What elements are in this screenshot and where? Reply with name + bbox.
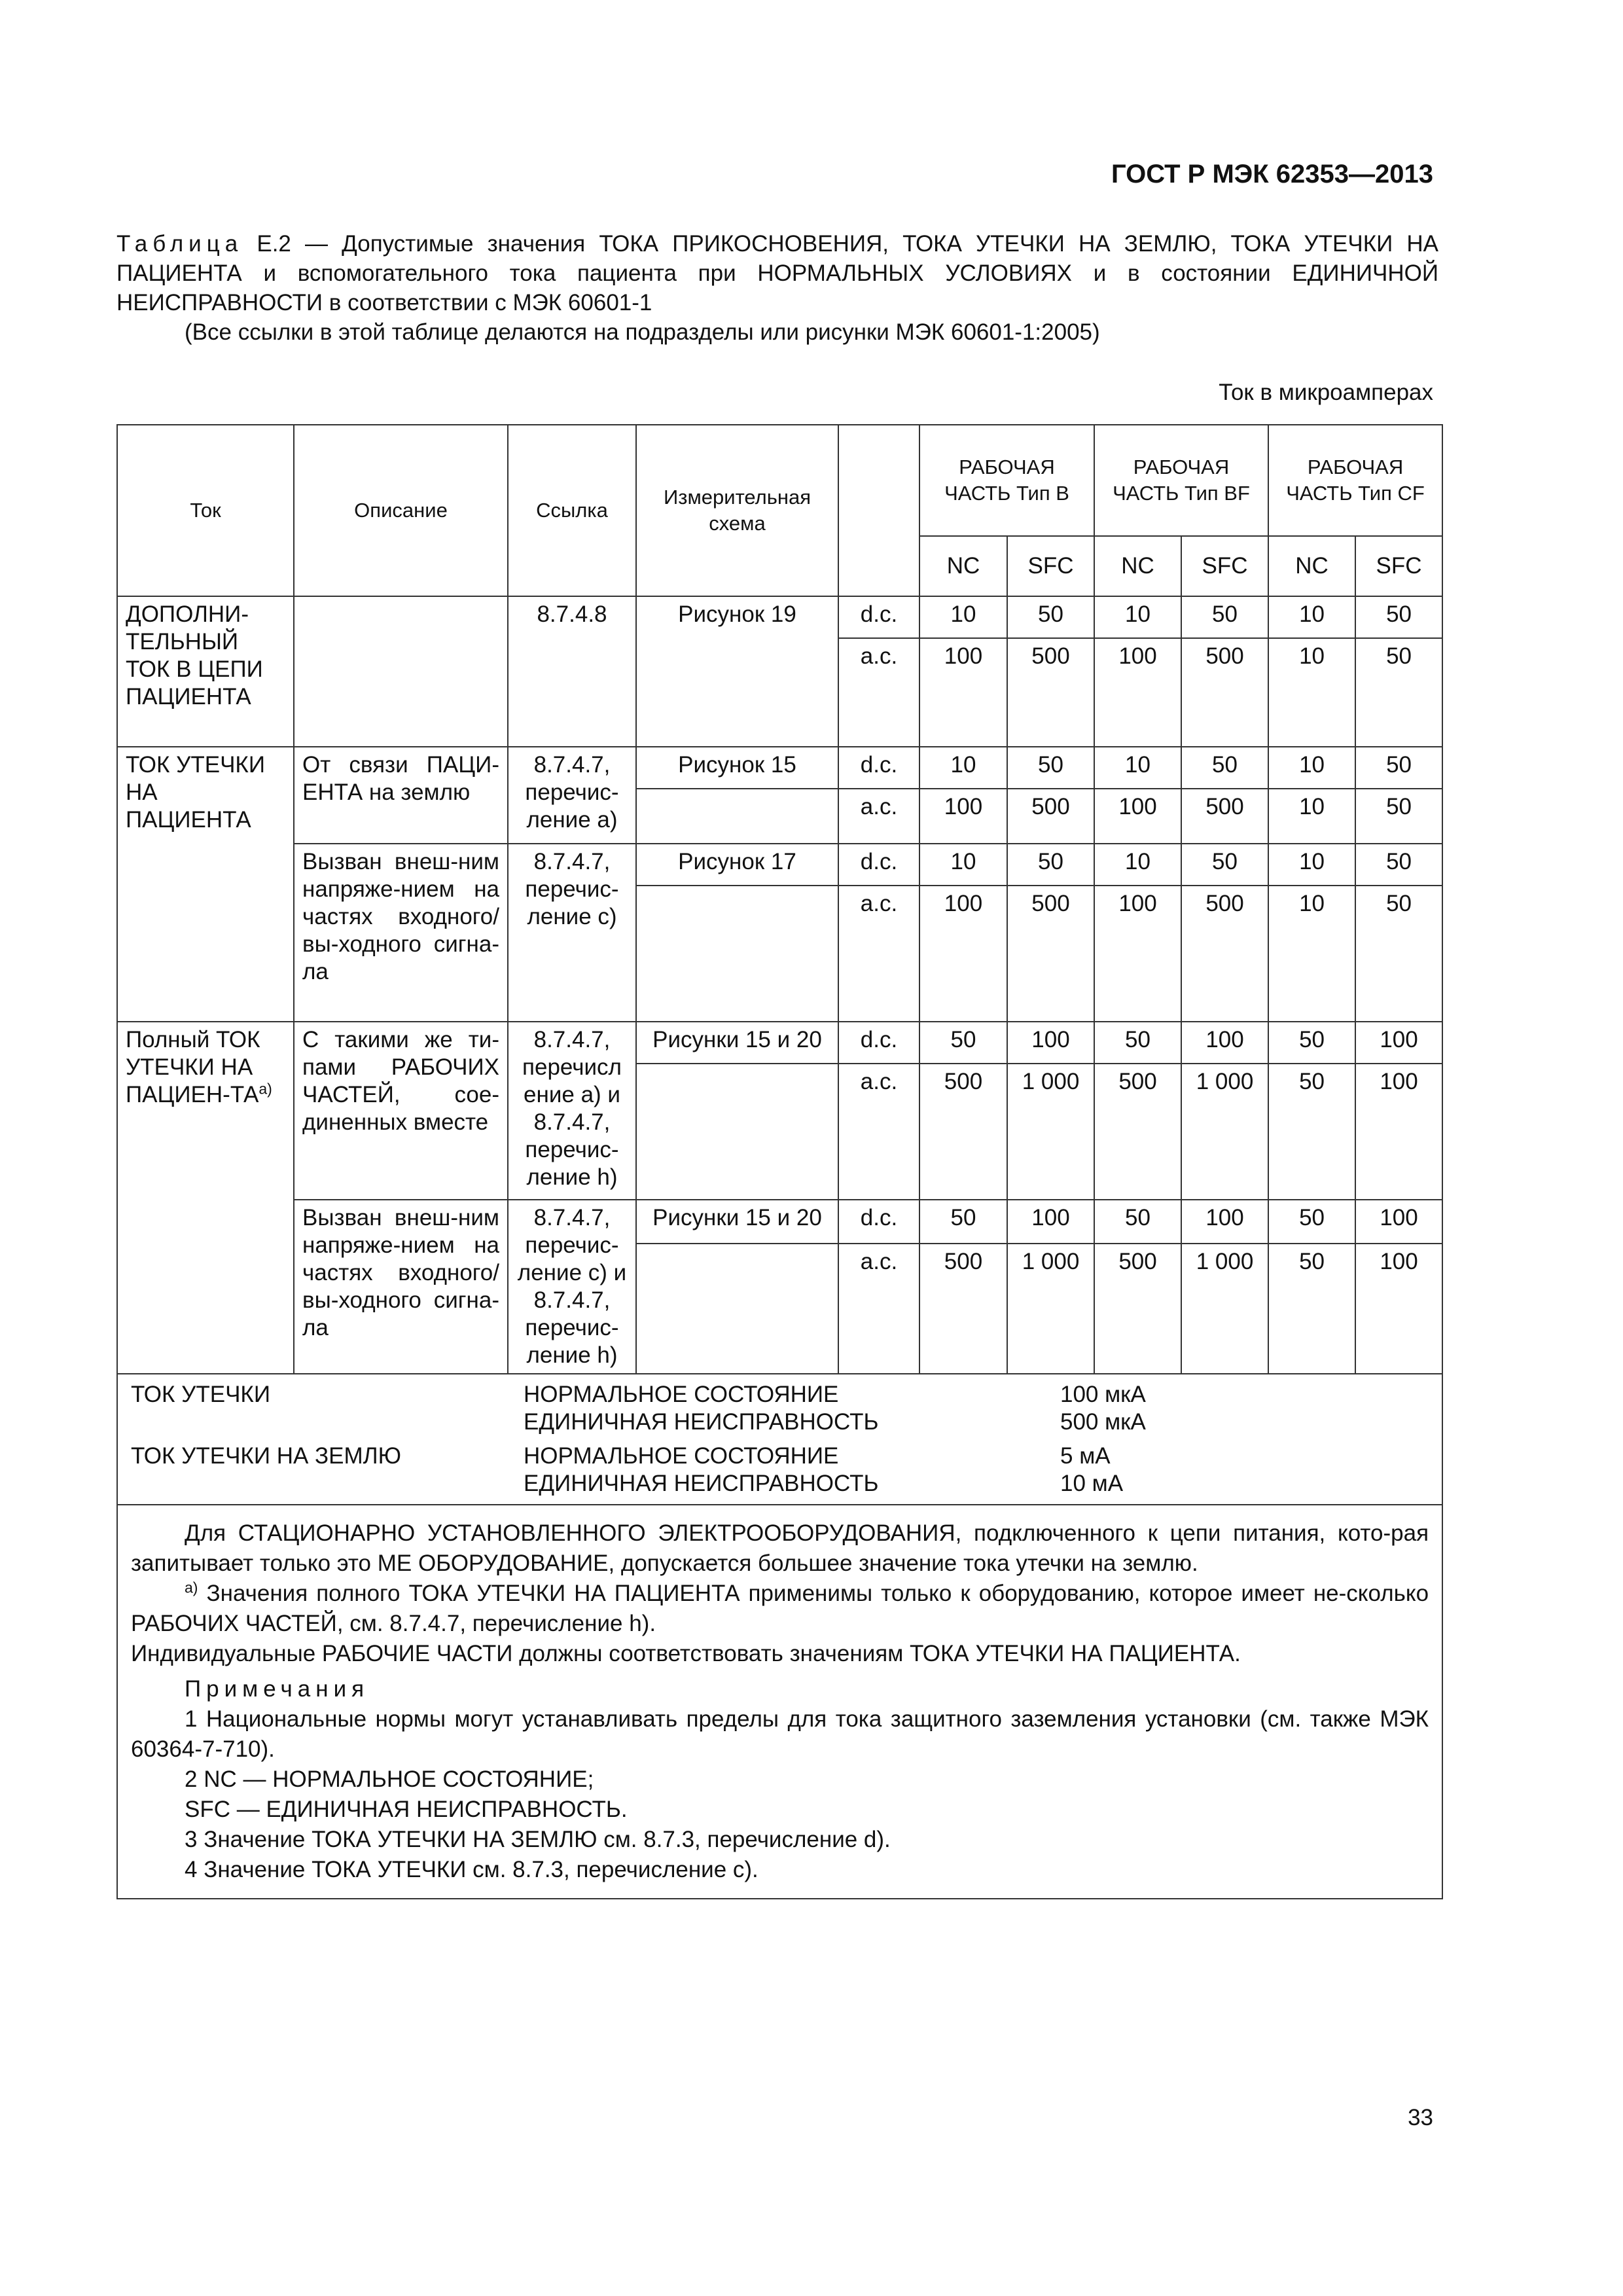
cell-value: 500 xyxy=(1007,789,1094,844)
summary-touch xyxy=(131,1381,1429,1436)
cell-value: 50 xyxy=(919,1200,1007,1244)
cell-current: ДОПОЛНИ-ТЕЛЬНЫЙ ТОК В ЦЕПИ ПАЦИЕНТА xyxy=(117,596,294,747)
state-fault: ЕДИНИЧНАЯ НЕИСПРАВНОСТЬ xyxy=(524,1471,879,1496)
cell-description: От связи ПАЦИ-ЕНТА на землю xyxy=(294,747,508,844)
header-empty xyxy=(838,425,919,596)
summary-states xyxy=(524,1381,1060,1436)
cell-value: 50 xyxy=(1355,638,1442,747)
cell-value: 50 xyxy=(1355,789,1442,844)
cell-value: 1 000 xyxy=(1007,1244,1094,1374)
document-header: ГОСТ Р МЭК 62353—2013 xyxy=(1111,160,1433,188)
cell-value: 10 xyxy=(1268,638,1355,747)
header-description: Описание xyxy=(294,425,508,596)
header-part-cf: РАБОЧАЯ ЧАСТЬ Тип CF xyxy=(1268,425,1442,536)
cell-value: 500 xyxy=(919,1064,1007,1200)
value-fault: 10 мА xyxy=(1060,1471,1124,1496)
cell-value: 1 000 xyxy=(1181,1244,1268,1374)
value-normal: 100 мкА xyxy=(1060,1382,1146,1407)
summary-earth xyxy=(131,1443,1429,1498)
total-current-label: Полный ТОК УТЕЧКИ НА ПАЦИЕН-ТА xyxy=(126,1027,260,1107)
note-2b: SFC — ЕДИНИЧНАЯ НЕИСПРАВНОСТЬ. xyxy=(185,1797,628,1822)
cell-type: d.c. xyxy=(838,1022,919,1064)
cell-value: 50 xyxy=(1355,747,1442,789)
cell-value: 100 xyxy=(1355,1244,1442,1374)
page-number: 33 xyxy=(1408,2105,1433,2130)
footnote-text: Значения полного ТОКА УТЕЧКИ НА ПАЦИЕНТА применимы только к оборудованию, которое имеет не-сколько РАБОЧИХ ЧАСТЕЙ, см. 8.7.4.7, перечисление h). xyxy=(131,1581,1429,1636)
header-sfc: SFC xyxy=(1181,536,1268,596)
units-label: Ток в микроамперах xyxy=(1219,380,1433,405)
cell-value: 50 xyxy=(1355,886,1442,1022)
cell-type: a.c. xyxy=(838,886,919,1022)
cell-reference: 8.7.4.7, перечисл ение a) и 8.7.4.7, перечис-ление h) xyxy=(508,1022,636,1200)
cell-current xyxy=(117,1022,294,1374)
cell-value: 10 xyxy=(1268,886,1355,1022)
cell-value: 500 xyxy=(1181,886,1268,1022)
cell-value: 100 xyxy=(919,789,1007,844)
cell-circuit xyxy=(636,789,838,844)
summary-label: ТОК УТЕЧКИ xyxy=(131,1382,270,1407)
cell-value: 50 xyxy=(1181,596,1268,638)
state-normal: НОРМАЛЬНОЕ СОСТОЯНИЕ xyxy=(524,1382,839,1407)
cell-value: 500 xyxy=(1007,638,1094,747)
cell-value: 10 xyxy=(919,844,1007,886)
references-note: (Все ссылки в этой таблице делаются на подразделы или рисунки МЭК 60601-1:2005) xyxy=(185,319,1100,345)
note-paragraph: Индивидуальные РАБОЧИЕ ЧАСТИ должны соответствовать значениям ТОКА УТЕЧКИ НА ПАЦИЕНТА. xyxy=(131,1641,1241,1666)
cell-reference: 8.7.4.7, перечис-ление c) и 8.7.4.7, перечис-ление h) xyxy=(508,1200,636,1374)
cell-value: 50 xyxy=(1355,844,1442,886)
cell-value: 50 xyxy=(1094,1200,1181,1244)
header-part-b: РАБОЧАЯ ЧАСТЬ Тип B xyxy=(919,425,1094,536)
state-normal: НОРМАЛЬНОЕ СОСТОЯНИЕ xyxy=(524,1443,839,1469)
cell-value: 50 xyxy=(1355,596,1442,638)
cell-value: 10 xyxy=(1094,747,1181,789)
footnote-mark: a) xyxy=(185,1579,198,1596)
header-sfc: SFC xyxy=(1007,536,1094,596)
cell-value: 100 xyxy=(1355,1064,1442,1200)
cell-circuit: Рисунок 19 xyxy=(636,596,838,747)
note-paragraph: Для СТАЦИОНАРНО УСТАНОВЛЕННОГО ЭЛЕКТРООБОРУДОВАНИЯ, подключенного к цепи питания, кото-рая запитывает только это МЕ ОБОРУДОВАНИЕ, допускается большее значение тока утечки на землю. xyxy=(131,1520,1429,1576)
value-normal: 5 мА xyxy=(1060,1443,1111,1469)
cell-value: 10 xyxy=(1268,747,1355,789)
footnote-a xyxy=(131,1579,1429,1639)
cell-value: 10 xyxy=(1094,844,1181,886)
cell-description: Вызван внеш-ним напряже-нием на частях входного/вы-ходного сигна-ла xyxy=(294,844,508,1022)
cell-value: 50 xyxy=(1181,747,1268,789)
cell-value: 10 xyxy=(919,747,1007,789)
summary-states xyxy=(524,1443,1060,1498)
cell-circuit xyxy=(636,886,838,1022)
cell-value: 50 xyxy=(1007,596,1094,638)
cell-value: 10 xyxy=(1268,596,1355,638)
value-fault: 500 мкА xyxy=(1060,1409,1146,1435)
cell-value: 100 xyxy=(919,638,1007,747)
cell-type: a.c. xyxy=(838,1064,919,1200)
note-4: 4 Значение ТОКА УТЕЧКИ см. 8.7.3, перечисление c). xyxy=(185,1857,758,1882)
caption-label: Таблица xyxy=(116,231,243,257)
notes-cell xyxy=(117,1505,1442,1899)
cell-type: a.c. xyxy=(838,1244,919,1374)
cell-value: 50 xyxy=(1268,1022,1355,1064)
cell-type: d.c. xyxy=(838,1200,919,1244)
header-current: Ток xyxy=(117,425,294,596)
cell-type: d.c. xyxy=(838,844,919,886)
cell-circuit xyxy=(636,1244,838,1374)
cell-type: a.c. xyxy=(838,789,919,844)
header-circuit: Измерительная схема xyxy=(636,425,838,596)
cell-description: С такими же ти-пами РАБОЧИХ ЧАСТЕЙ, сое-диненных вместе xyxy=(294,1022,508,1200)
cell-value: 10 xyxy=(1094,596,1181,638)
cell-value: 50 xyxy=(1094,1022,1181,1064)
cell-value: 500 xyxy=(1181,789,1268,844)
cell-type: a.c. xyxy=(838,638,919,747)
cell-value: 10 xyxy=(919,596,1007,638)
header-nc: NC xyxy=(1094,536,1181,596)
header-reference: Ссылка xyxy=(508,425,636,596)
cell-value: 50 xyxy=(1007,844,1094,886)
cell-value: 100 xyxy=(1355,1022,1442,1064)
cell-value: 10 xyxy=(1268,789,1355,844)
cell-current: ТОК УТЕЧКИ НА ПАЦИЕНТА xyxy=(117,747,294,1022)
cell-value: 100 xyxy=(1181,1200,1268,1244)
cell-value: 100 xyxy=(1094,886,1181,1022)
cell-reference: 8.7.4.7, перечис-ление a) xyxy=(508,747,636,844)
cell-value: 1 000 xyxy=(1181,1064,1268,1200)
state-fault: ЕДИНИЧНАЯ НЕИСПРАВНОСТЬ xyxy=(524,1409,879,1435)
cell-value: 100 xyxy=(1007,1200,1094,1244)
cell-reference: 8.7.4.7, перечис-ление c) xyxy=(508,844,636,1022)
cell-value: 500 xyxy=(919,1244,1007,1374)
summary-values xyxy=(1060,1381,1146,1436)
cell-value: 100 xyxy=(1355,1200,1442,1244)
cell-value: 50 xyxy=(1181,844,1268,886)
cell-value: 100 xyxy=(919,886,1007,1022)
cell-value: 50 xyxy=(1268,1244,1355,1374)
cell-circuit xyxy=(636,1064,838,1200)
cell-description xyxy=(294,596,508,747)
cell-value: 50 xyxy=(919,1022,1007,1064)
cell-type: d.c. xyxy=(838,596,919,638)
cell-value: 1 000 xyxy=(1007,1064,1094,1200)
header-sfc: SFC xyxy=(1355,536,1442,596)
cell-value: 100 xyxy=(1094,638,1181,747)
summary-cell xyxy=(117,1374,1442,1505)
header-part-bf: РАБОЧАЯ ЧАСТЬ Тип BF xyxy=(1094,425,1268,536)
cell-value: 500 xyxy=(1181,638,1268,747)
cell-description: Вызван внеш-ним напряже-нием на частях входного/вы-ходного сигна-ла xyxy=(294,1200,508,1374)
cell-reference: 8.7.4.8 xyxy=(508,596,636,747)
notes-title: Примечания xyxy=(185,1676,370,1702)
leakage-table xyxy=(116,424,1443,1899)
cell-value: 500 xyxy=(1007,886,1094,1022)
cell-value: 10 xyxy=(1268,844,1355,886)
note-1: 1 Национальные нормы могут устанавливать пределы для тока защитного заземления установки (см. также МЭК 60364-7-710). xyxy=(131,1706,1429,1762)
summary-label: ТОК УТЕЧКИ НА ЗЕМЛЮ xyxy=(131,1443,402,1469)
cell-value: 100 xyxy=(1007,1022,1094,1064)
cell-type: d.c. xyxy=(838,747,919,789)
cell-circuit: Рисунки 15 и 20 xyxy=(636,1022,838,1064)
cell-circuit: Рисунки 15 и 20 xyxy=(636,1200,838,1244)
cell-value: 500 xyxy=(1094,1244,1181,1374)
cell-value: 100 xyxy=(1094,789,1181,844)
cell-value: 50 xyxy=(1007,747,1094,789)
cell-value: 50 xyxy=(1268,1064,1355,1200)
cell-circuit: Рисунок 15 xyxy=(636,747,838,789)
cell-value: 500 xyxy=(1094,1064,1181,1200)
cell-value: 100 xyxy=(1181,1022,1268,1064)
note-3: 3 Значение ТОКА УТЕЧКИ НА ЗЕМЛЮ см. 8.7.3, перечисление d). xyxy=(185,1827,891,1852)
note-2: 2 NC — НОРМАЛЬНОЕ СОСТОЯНИЕ; xyxy=(185,1767,594,1792)
header-nc: NC xyxy=(1268,536,1355,596)
header-nc: NC xyxy=(919,536,1007,596)
cell-circuit: Рисунок 17 xyxy=(636,844,838,886)
caption-text: E.2 — Допустимые значения ТОКА ПРИКОСНОВЕНИЯ, ТОКА УТЕЧКИ НА ЗЕМЛЮ, ТОКА УТЕЧКИ НА ПАЦИЕНТА и вспомогательного тока пациента при НОРМАЛЬНЫХ УСЛОВИЯХ и в состоянии ЕДИНИЧНОЙ НЕИСПРАВНОСТИ в соответствии с МЭК 60601-1 xyxy=(116,231,1438,315)
cell-value: 50 xyxy=(1268,1200,1355,1244)
summary-values xyxy=(1060,1443,1123,1498)
table-caption xyxy=(116,229,1438,317)
footnote-mark: a) xyxy=(259,1080,272,1098)
